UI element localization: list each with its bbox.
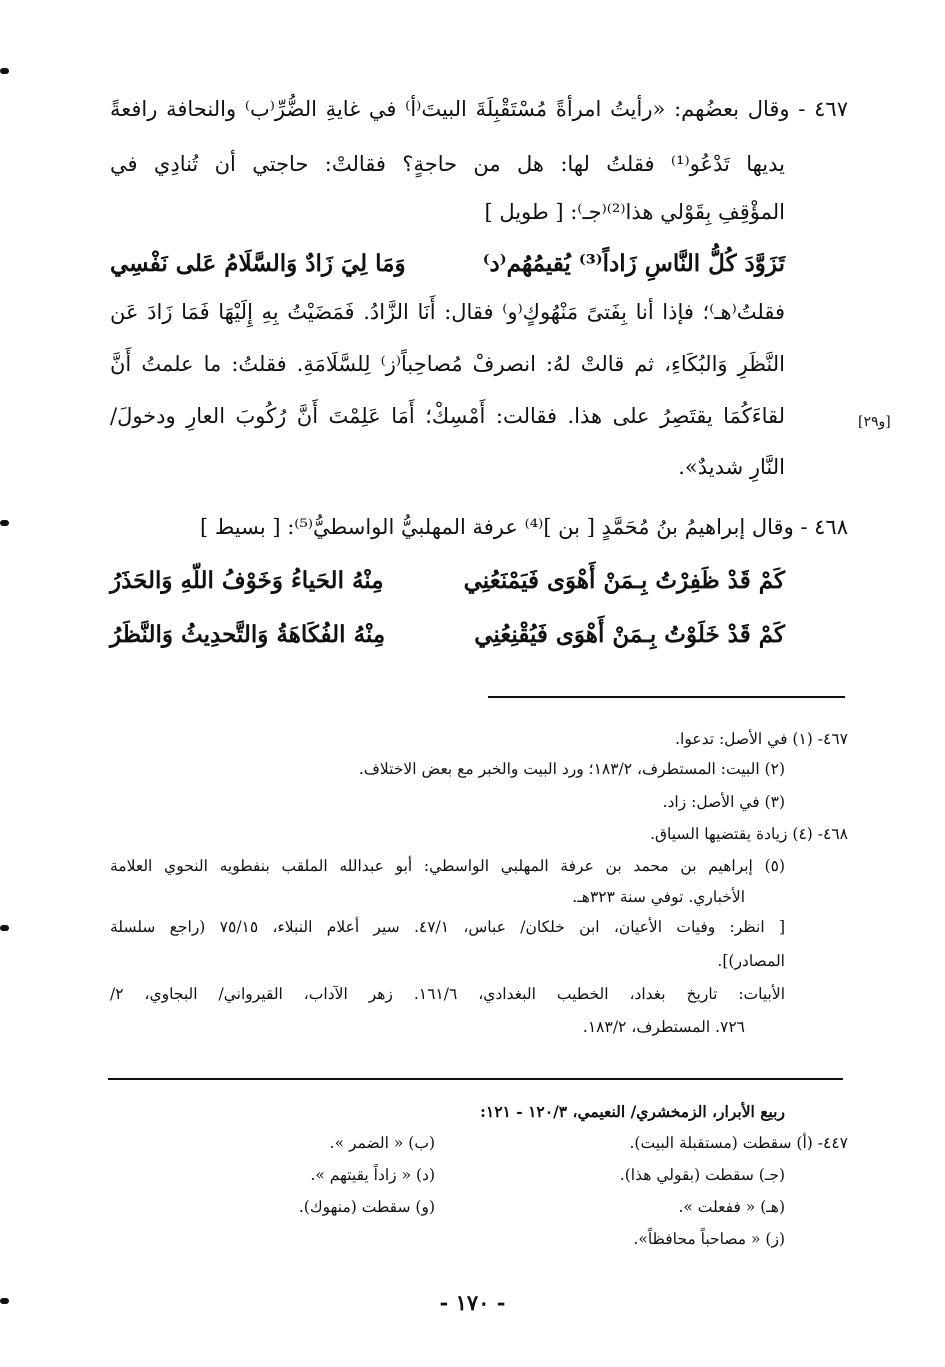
footnote-468-4: ٤٦٨- (٤) زيادة يقتضيها السياق. bbox=[650, 825, 848, 843]
margin-mark bbox=[0, 520, 9, 526]
margin-mark bbox=[0, 925, 9, 931]
entry-467-line-2: يديها تَدْعُو⁽¹⁾ فقلتُ لها: هل من حاجةٍ؟ فقالتْ: حاجتي أن تُنادِي في bbox=[110, 152, 786, 176]
entry-468-line-1: ٤٦٨ - وقال إبراهيمُ بنُ مُحَمَّدٍ [ بن ]⁽⁴⁾ عرفة المهلبيُّ الواسطيُّ⁽⁵⁾: [ بسيط ] bbox=[199, 515, 848, 539]
entry-467-line-1: ٤٦٧ - وقال بعضُهم: «رأيتُ امرأةً مُسْتَقْبِلَةَ البيتَ⁽أ⁾ في غايةِ الضُّرِّ⁽ب⁾ والنحافة رافعةً bbox=[110, 97, 848, 121]
apparatus-row-3-right: (هـ) « ففعلت ». bbox=[678, 1198, 785, 1216]
verse-467-second-hemistich: وَمَا لِيَ زَادٌ وَالسَّلَامُ عَلى نَفْسِي bbox=[110, 250, 406, 277]
footnote-468-5-line-5: الأبيات: تاريخ بغداد، الخطيب البغدادي، ١٦١/٦. زهر الآداب، القيرواني/ البجاوي، ٢/ bbox=[110, 985, 785, 1003]
footnote-468-5-line-2: الأخباري. توفي سنة ٣٢٣هـ. bbox=[572, 888, 745, 906]
footnote-468-5-line-6: ٧٢٦. المستطرف، ١٨٣/٢. bbox=[582, 1018, 745, 1036]
entry-467-line-6: لقاءَكُمَا يقتَصِرُ على هذا. فقالت: أَمْسِكْ؛ أَمَا عَلِمْتَ أَنَّ رُكُوبَ العارِ ودخولَ/ bbox=[110, 404, 785, 428]
apparatus-row-2-right: (جـ) سقطت (بقولي هذا). bbox=[619, 1166, 785, 1184]
footnote-divider bbox=[488, 696, 845, 698]
apparatus-row-1-right: ٤٤٧- (أ) سقطت (مستقبلة البيت). bbox=[629, 1134, 848, 1152]
footnote-467-2: (٢) البيت: المستطرف، ١٨٣/٢؛ ورد البيت والخبر مع بعض الاختلاف. bbox=[358, 760, 785, 778]
apparatus-row-1-left: (ب) « الضمر ». bbox=[329, 1134, 435, 1152]
page-number: - ١٧٠ - bbox=[439, 1290, 506, 1315]
entry-467-line-4: فقلتُ⁽هـ⁾؛ فإذا أنا بِفَتىً مَنْهُوكٍ⁽و⁾ فقال: أَنَا الزَّادُ. فَمَضَيْتُ بِهِ إِلَيْهَا فَمَا زَادَ عَن bbox=[110, 300, 785, 324]
footnote-468-5-line-4: المصادر)]. bbox=[717, 952, 785, 970]
folio-marker: [و٢٩] bbox=[858, 414, 891, 430]
apparatus-row-3-left: (و) سقطت (منهوك). bbox=[298, 1198, 435, 1216]
entry-467-line-7: النَّارِ شديدٌ». bbox=[678, 455, 785, 479]
entry-467-line-5: النَّظَرِ وَالبُكَاءِ، ثم قالتْ لهُ: انصرفْ مُصاحِباً⁽ز⁾ لِلسَّلَامَةِ. فقلتُ: ما علمتُ أَنَّ bbox=[110, 352, 785, 376]
apparatus-source: ربيع الأبرار، الزمخشري/ النعيمي، ١٢٠/٣ - ١٢١: bbox=[480, 1102, 785, 1121]
apparatus-row-2-left: (د) « زاداً يقيتهم ». bbox=[310, 1166, 435, 1184]
footnote-467-1: ٤٦٧- (١) في الأصل: تدعوا. bbox=[675, 730, 848, 748]
apparatus-row-4-right: (ز) « مصاحباً محافظاً». bbox=[633, 1230, 785, 1248]
verse-468-2-second-hemistich: مِنْهُ الفُكَاهَةُ وَالتَّحدِيثُ وَالنَّظَرُ bbox=[110, 621, 386, 648]
footnote-468-5-line-3: [ انظر: وفيات الأعيان، ابن خلكان/ عباس، ٤٧/١. سير أعلام النبلاء، ٧٥/١٥ (راجع سلسلة bbox=[110, 918, 785, 936]
margin-mark bbox=[0, 68, 9, 74]
footnote-468-5-line-1: (٥) إبراهيم بن محمد بن عرفة المهلبي الواسطي: أبو عبدالله الملقب بنفطويه النحوي العلامة bbox=[110, 857, 785, 875]
verse-467-first-hemistich: تَزَوَّدَ كُلُّ النَّاسِ زَاداً⁽³⁾ يُقيمُهُم⁽د⁾ bbox=[482, 250, 785, 277]
footnote-467-3: (٣) في الأصل: زاد. bbox=[662, 793, 785, 811]
verse-468-2-first-hemistich: كَمْ قَدْ خَلَوْتُ بِـمَنْ أَهْوَى فَيُقْنِعُنِي bbox=[474, 621, 785, 648]
entry-467-line-3: المؤْقِفِ بِقَوْلي هذا⁽²⁾⁽جـ⁾: [ طويل ] bbox=[484, 200, 785, 224]
verse-468-1-second-hemistich: مِنْهُ الحَياءُ وَخَوْفُ اللّهِ وَالحَذَرُ bbox=[110, 567, 384, 594]
apparatus-divider bbox=[108, 1078, 843, 1080]
verse-468-1-first-hemistich: كَمْ قَدْ ظَفِرْتُ بِـمَنْ أَهْوَى فَيَمْنَعُنِي bbox=[463, 567, 785, 594]
